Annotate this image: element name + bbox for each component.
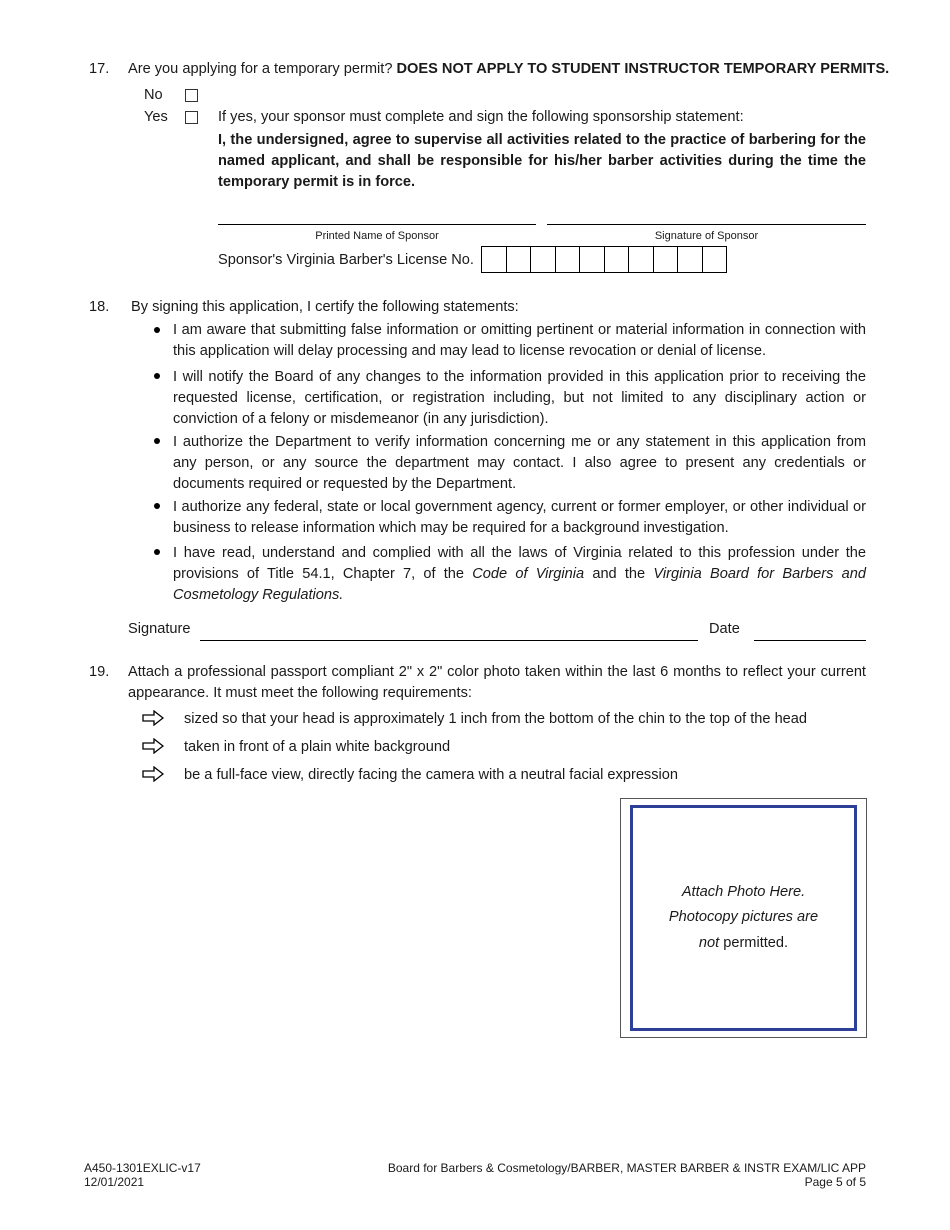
license-digit-box[interactable] <box>530 247 555 272</box>
license-digit-box[interactable] <box>482 247 506 272</box>
sponsor-license-label: Sponsor's Virginia Barber's License No. <box>218 252 474 268</box>
photo-line-1: Attach Photo Here. <box>681 883 806 900</box>
code-of-virginia: Code of Virginia <box>472 566 585 582</box>
sponsor-printed-name-line[interactable] <box>218 224 536 225</box>
q17-no-checkbox[interactable] <box>185 89 198 102</box>
board-regulations: Virginia Board for Barbers and Cosmetology Regulations. <box>173 566 867 603</box>
photo-line-3-rest: permitted. <box>719 934 789 951</box>
q17-question-bold: DOES NOT APPLY TO STUDENT INSTRUCTOR TEMPORARY PERMITS. <box>396 61 890 77</box>
bullet-icon <box>154 327 160 333</box>
license-digit-box[interactable] <box>604 247 629 272</box>
certification-statement: I am aware that submitting false information or omitting pertinent or material information in connection with this application will delay processing and may lead to license revocation or denial of license. <box>173 322 866 359</box>
q18-intro: By signing this application, I certify the following statements: <box>131 299 519 315</box>
photo-requirement: be a full-face view, directly facing the camera with a neutral facial expression <box>184 767 678 783</box>
q17-no-label: No <box>144 87 163 103</box>
license-digit-box[interactable] <box>579 247 604 272</box>
q17-number: 17. <box>89 61 110 77</box>
q17-question <box>128 59 890 80</box>
bullet-icon <box>154 549 160 555</box>
q19-intro: Attach a professional passport compliant 2" x 2" color photo taken within the last 6 months to reflect your current appearance. It must meet the following requirements: <box>128 664 866 701</box>
bullet-icon <box>154 373 160 379</box>
laws-and: and the <box>584 566 654 582</box>
certification-statement-laws <box>173 543 866 606</box>
license-digit-box[interactable] <box>628 247 653 272</box>
photo-instructions <box>669 880 818 957</box>
arrow-right-icon <box>142 738 164 754</box>
photo-line-3-italic: not <box>698 934 720 951</box>
bullet-icon <box>154 503 160 509</box>
photo-requirement: taken in front of a plain white background <box>184 739 451 755</box>
q17-if-yes-text: If yes, your sponsor must complete and sign the following sponsorship statement: <box>218 109 744 125</box>
license-digit-box[interactable] <box>702 247 727 272</box>
photo-attachment-area[interactable] <box>630 805 857 1031</box>
license-digit-box[interactable] <box>653 247 678 272</box>
license-digit-box[interactable] <box>677 247 702 272</box>
date-line[interactable] <box>754 640 866 641</box>
footer-page-number: Page 5 of 5 <box>804 1175 866 1189</box>
q18-number: 18. <box>89 299 110 315</box>
certification-statement: I authorize any federal, state or local government agency, current or former employer, or other individual or business to release information which may be required for a background investigation. <box>173 499 866 536</box>
footer-board: Board for Barbers & Cosmetology/BARBER, MASTER BARBER & INSTR EXAM/LIC APP <box>387 1161 866 1175</box>
sponsor-statement: I, the undersigned, agree to supervise all activities related to the practice of barbering for the named applicant, and shall be responsible for his/her barber activities during the time the temporary permit is in force. <box>218 132 866 190</box>
q19-number: 19. <box>89 664 110 680</box>
q17-yes-checkbox[interactable] <box>185 111 198 124</box>
photo-attachment-frame <box>620 798 867 1038</box>
q17-question-text: Are you applying for a temporary permit? <box>128 61 393 77</box>
q17-yes-label: Yes <box>144 109 168 125</box>
laws-text: I have read, understand and complied with all the laws of Virginia related to this profession under the provisions of Title 54.1, Chapter 7, of the <box>173 545 866 582</box>
date-label: Date <box>709 621 740 637</box>
applicant-signature-label: Signature <box>128 621 191 637</box>
certification-statement: I authorize the Department to verify information concerning me or any statement in this application from any person, or any source the department may contact. I also agree to present any credentials or documents required or requested by the Department. <box>173 434 866 492</box>
sponsor-license-number-boxes[interactable] <box>481 246 727 273</box>
applicant-signature-line[interactable] <box>200 640 698 641</box>
arrow-right-icon <box>142 710 164 726</box>
sponsor-signature-line[interactable] <box>547 224 866 225</box>
photo-line-2: Photocopy pictures are <box>668 909 819 926</box>
license-digit-box[interactable] <box>555 247 580 272</box>
printed-name-label: Printed Name of Sponsor <box>315 230 439 242</box>
arrow-right-icon <box>142 766 164 782</box>
footer-form-code: A450-1301EXLIC-v17 <box>84 1161 201 1175</box>
footer-date: 12/01/2021 <box>84 1175 145 1189</box>
bullet-icon <box>154 438 160 444</box>
signature-of-sponsor-label: Signature of Sponsor <box>654 230 759 242</box>
license-digit-box[interactable] <box>506 247 531 272</box>
certification-statement: I will notify the Board of any changes to the information provided in this application prior to receiving the requested license, certification, or registration including, but not limited to any disciplinary action or conviction of a felony or misdemeanor (in any jurisdiction). <box>173 369 866 427</box>
photo-requirement: sized so that your head is approximately 1 inch from the bottom of the chin to the top of the head <box>184 711 808 727</box>
